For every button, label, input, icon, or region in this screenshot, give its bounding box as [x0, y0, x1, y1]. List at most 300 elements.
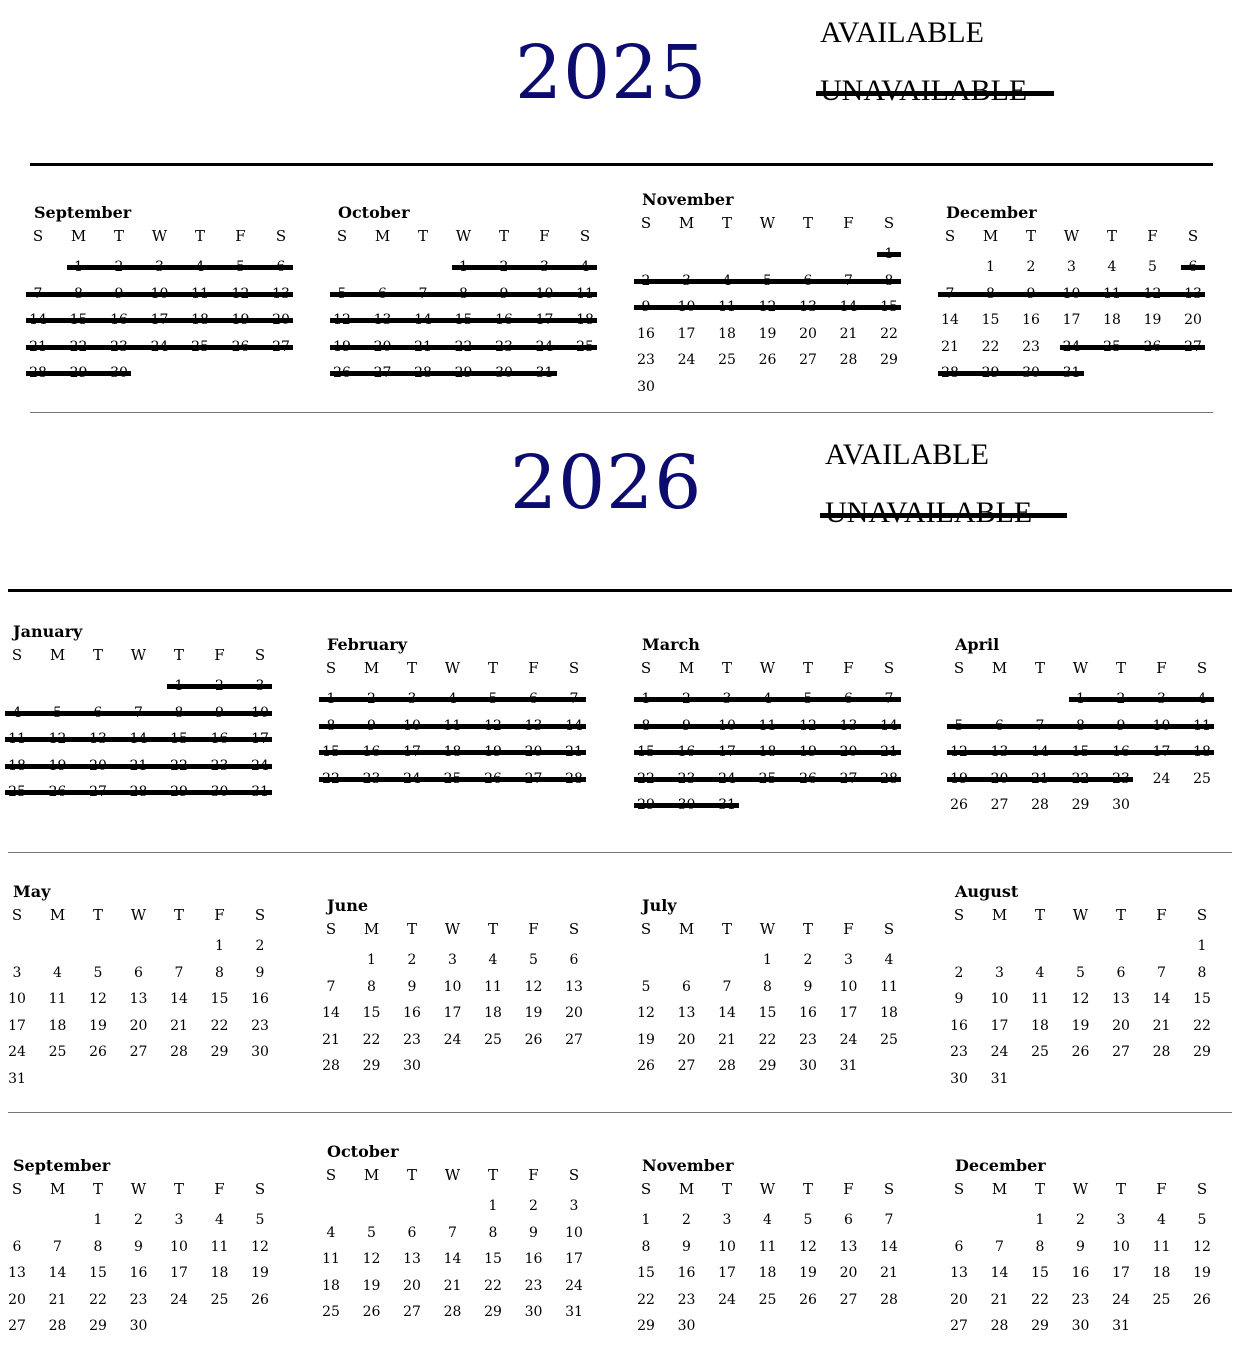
- calendar-day[interactable]: 20: [1184, 312, 1202, 329]
- calendar-day[interactable]: 21: [1152, 1017, 1171, 1034]
- calendar-day[interactable]: 14: [322, 1005, 340, 1022]
- calendar-day[interactable]: 1: [215, 938, 224, 954]
- calendar-day[interactable]: 26: [251, 1291, 269, 1308]
- calendar-day[interactable]: 8: [215, 964, 224, 981]
- calendar-day[interactable]: 23: [677, 1291, 696, 1308]
- calendar-day[interactable]: 7: [53, 1238, 62, 1255]
- calendar-day[interactable]: 11: [1152, 1238, 1171, 1255]
- weekday-header: T: [173, 1180, 184, 1198]
- calendar-day[interactable]: 18: [758, 1265, 777, 1282]
- calendar-day[interactable]: 24: [677, 352, 696, 369]
- calendar-day[interactable]: 29: [1071, 797, 1090, 814]
- calendar-day[interactable]: 24: [170, 1291, 188, 1308]
- calendar-day[interactable]: 3: [1067, 259, 1076, 275]
- weekday-header: F: [1156, 906, 1167, 924]
- calendar-day[interactable]: 16: [524, 1251, 543, 1268]
- calendar-day[interactable]: 12: [362, 1251, 381, 1268]
- calendar-day[interactable]: 3: [569, 1198, 579, 1214]
- calendar-day[interactable]: 3: [844, 952, 853, 968]
- calendar-day[interactable]: 6: [12, 1238, 22, 1255]
- calendar-day[interactable]: 1: [367, 952, 376, 968]
- calendar-day[interactable]: 29: [89, 1318, 107, 1335]
- calendar-day[interactable]: 19: [799, 1265, 817, 1282]
- month-name: November: [642, 190, 734, 209]
- calendar-day[interactable]: 24: [1112, 1291, 1130, 1308]
- calendar-day[interactable]: 24: [718, 1291, 736, 1308]
- calendar-day[interactable]: 12: [1193, 1238, 1211, 1255]
- calendar-day[interactable]: 7: [995, 1238, 1004, 1255]
- calendar-day[interactable]: 1: [986, 259, 995, 275]
- calendar-day[interactable]: 14: [990, 1265, 1009, 1282]
- calendar-day[interactable]: 7: [326, 978, 336, 995]
- calendar-day[interactable]: 15: [362, 1005, 381, 1022]
- calendar-day[interactable]: 19: [1193, 1265, 1211, 1282]
- calendar-day[interactable]: 31: [8, 1071, 26, 1087]
- calendar-day[interactable]: 23: [799, 1031, 817, 1048]
- calendar-day[interactable]: 20: [403, 1277, 421, 1294]
- calendar-day[interactable]: 18: [48, 1017, 67, 1034]
- calendar-day[interactable]: 1: [93, 1212, 103, 1228]
- calendar-day[interactable]: 16: [637, 325, 655, 342]
- calendar-day[interactable]: 17: [839, 1005, 858, 1022]
- calendar-day[interactable]: 3: [995, 964, 1004, 981]
- calendar-day[interactable]: 17: [8, 1017, 26, 1034]
- calendar-day[interactable]: 26: [1071, 1044, 1090, 1061]
- calendar-day[interactable]: 4: [215, 1212, 224, 1228]
- calendar-day[interactable]: 23: [950, 1044, 968, 1061]
- calendar-day[interactable]: 5: [367, 1224, 376, 1241]
- calendar-day[interactable]: 29: [1031, 1318, 1049, 1335]
- calendar-day[interactable]: 27: [677, 1058, 696, 1075]
- calendar-day[interactable]: 30: [251, 1044, 269, 1061]
- calendar-day[interactable]: 26: [362, 1304, 381, 1321]
- calendar-day[interactable]: 7: [1157, 964, 1166, 981]
- calendar-day[interactable]: 3: [12, 964, 22, 981]
- calendar-day[interactable]: 30: [524, 1304, 543, 1321]
- calendar-day[interactable]: 4: [1035, 964, 1045, 981]
- calendar-day[interactable]: 2: [255, 938, 265, 954]
- calendar-day[interactable]: 21: [941, 338, 959, 355]
- calendar-day[interactable]: 29: [758, 1058, 777, 1075]
- calendar-day[interactable]: 30: [1071, 1318, 1090, 1335]
- weekday-header: S: [1187, 227, 1199, 245]
- calendar-day[interactable]: 18: [210, 1265, 229, 1282]
- calendar-day[interactable]: 24: [990, 1044, 1009, 1061]
- calendar-day[interactable]: 4: [1157, 1212, 1166, 1228]
- calendar-day[interactable]: 15: [637, 1265, 655, 1282]
- calendar-day[interactable]: 21: [48, 1291, 67, 1308]
- calendar-day[interactable]: 21: [322, 1031, 340, 1048]
- calendar-day[interactable]: 24: [1152, 770, 1171, 787]
- calendar-day[interactable]: 13: [1112, 991, 1130, 1008]
- calendar-day[interactable]: 29: [880, 352, 898, 369]
- weekday-header: M: [374, 227, 391, 245]
- calendar-day[interactable]: 20: [839, 1265, 858, 1282]
- calendar-day[interactable]: 24: [443, 1031, 462, 1048]
- calendar-day[interactable]: 9: [134, 1238, 143, 1255]
- calendar-day[interactable]: 5: [1148, 259, 1157, 275]
- calendar-day[interactable]: 14: [443, 1251, 462, 1268]
- calendar-day[interactable]: 12: [524, 978, 543, 995]
- legend-unavailable-strike: [816, 91, 1054, 96]
- calendar-day[interactable]: 25: [210, 1291, 229, 1308]
- calendar-day[interactable]: 25: [1031, 1044, 1049, 1061]
- calendar-day[interactable]: 7: [722, 978, 732, 995]
- weekday-header: S: [579, 227, 591, 245]
- calendar-day[interactable]: 20: [950, 1291, 968, 1308]
- calendar-day[interactable]: 15: [1031, 1265, 1049, 1282]
- calendar-day[interactable]: 12: [89, 991, 107, 1008]
- calendar-day[interactable]: 6: [1116, 964, 1126, 981]
- calendar-day[interactable]: 17: [170, 1265, 188, 1282]
- calendar-day[interactable]: 25: [758, 1291, 777, 1308]
- calendar-day[interactable]: 17: [718, 1265, 736, 1282]
- calendar-day[interactable]: 10: [8, 991, 26, 1008]
- calendar-day[interactable]: 11: [484, 978, 502, 995]
- calendar-day[interactable]: 31: [1112, 1318, 1130, 1335]
- calendar-day[interactable]: 28: [1031, 797, 1049, 814]
- calendar-day[interactable]: 9: [255, 964, 265, 981]
- calendar-day[interactable]: 17: [677, 325, 696, 342]
- calendar-day[interactable]: 21: [880, 1265, 898, 1282]
- calendar-day[interactable]: 29: [1193, 1044, 1211, 1061]
- calendar-day[interactable]: 23: [637, 352, 655, 369]
- weekday-header: S: [640, 1180, 652, 1198]
- calendar-day[interactable]: 3: [174, 1212, 184, 1228]
- calendar-day[interactable]: 31: [839, 1058, 858, 1075]
- calendar-day[interactable]: 28: [443, 1304, 462, 1321]
- calendar-day[interactable]: 9: [803, 978, 813, 995]
- calendar-day[interactable]: 10: [1112, 1238, 1130, 1255]
- calendar-day[interactable]: 4: [884, 952, 894, 968]
- calendar-day[interactable]: 24: [565, 1277, 583, 1294]
- calendar-day[interactable]: 16: [403, 1005, 421, 1022]
- calendar-day[interactable]: 30: [129, 1318, 148, 1335]
- calendar-day[interactable]: 12: [251, 1238, 269, 1255]
- calendar-day[interactable]: 19: [1071, 1017, 1090, 1034]
- calendar-day[interactable]: 23: [1071, 1291, 1090, 1308]
- calendar-day[interactable]: 11: [210, 1238, 229, 1255]
- calendar-day[interactable]: 25: [322, 1304, 340, 1321]
- calendar-day[interactable]: 5: [803, 1212, 813, 1228]
- calendar-day[interactable]: 9: [529, 1224, 538, 1241]
- calendar-day[interactable]: 18: [718, 325, 736, 342]
- calendar-day[interactable]: 25: [880, 1031, 898, 1048]
- calendar-day[interactable]: 10: [718, 1238, 736, 1255]
- calendar-day[interactable]: 27: [129, 1044, 148, 1061]
- calendar-day[interactable]: 6: [682, 978, 691, 995]
- calendar-day[interactable]: 26: [1193, 1291, 1211, 1308]
- calendar-day[interactable]: 23: [251, 1017, 269, 1034]
- calendar-day[interactable]: 13: [677, 1005, 696, 1022]
- calendar-day[interactable]: 3: [448, 952, 457, 968]
- calendar-day[interactable]: 11: [1031, 991, 1049, 1008]
- calendar-day[interactable]: 11: [758, 1238, 777, 1255]
- calendar-day[interactable]: 10: [443, 978, 462, 995]
- calendar-day[interactable]: 4: [326, 1224, 336, 1241]
- calendar-day[interactable]: 30: [1112, 797, 1130, 814]
- calendar-day[interactable]: 21: [839, 325, 858, 342]
- calendar-day[interactable]: 25: [1152, 1291, 1171, 1308]
- calendar-day[interactable]: 7: [174, 964, 184, 981]
- calendar-day[interactable]: 19: [758, 325, 777, 342]
- weekday-header: S: [944, 227, 956, 245]
- calendar-day[interactable]: 14: [941, 312, 959, 329]
- calendar-day[interactable]: 26: [758, 352, 777, 369]
- calendar-day[interactable]: 13: [565, 978, 583, 995]
- calendar-day[interactable]: 30: [403, 1058, 421, 1075]
- calendar-day[interactable]: 7: [884, 1212, 894, 1228]
- calendar-day[interactable]: 28: [990, 1318, 1009, 1335]
- calendar-day[interactable]: 18: [1152, 1265, 1171, 1282]
- calendar-day[interactable]: 26: [524, 1031, 543, 1048]
- calendar-day[interactable]: 30: [950, 1071, 968, 1087]
- calendar-day[interactable]: 22: [637, 1291, 655, 1308]
- calendar-day[interactable]: 11: [880, 978, 898, 995]
- calendar-day[interactable]: 5: [93, 964, 103, 981]
- calendar-day[interactable]: 23: [403, 1031, 421, 1048]
- calendar-day[interactable]: 31: [565, 1304, 583, 1321]
- calendar-day[interactable]: 14: [880, 1238, 898, 1255]
- weekday-header: M: [49, 1180, 66, 1198]
- calendar-day[interactable]: 16: [251, 991, 269, 1008]
- calendar-day[interactable]: 30: [677, 1318, 696, 1335]
- calendar-day[interactable]: 22: [880, 325, 898, 342]
- calendar-day[interactable]: 1: [763, 952, 772, 968]
- calendar-day[interactable]: 28: [322, 1058, 340, 1075]
- calendar-day[interactable]: 22: [484, 1277, 502, 1294]
- calendar-day[interactable]: 5: [255, 1212, 265, 1228]
- calendar-day[interactable]: 10: [565, 1224, 583, 1241]
- calendar-day[interactable]: 9: [407, 978, 417, 995]
- calendar-day[interactable]: 17: [565, 1251, 583, 1268]
- calendar-day[interactable]: 15: [89, 1265, 107, 1282]
- calendar-day[interactable]: 18: [1031, 1017, 1049, 1034]
- calendar-day[interactable]: 20: [799, 325, 817, 342]
- unavailable-strike: [330, 292, 597, 297]
- calendar-day[interactable]: 19: [637, 1031, 655, 1048]
- calendar-day[interactable]: 13: [403, 1251, 421, 1268]
- calendar-day[interactable]: 25: [1193, 770, 1211, 787]
- calendar-day[interactable]: 14: [48, 1265, 67, 1282]
- weekday-header: S: [883, 1180, 895, 1198]
- calendar-day[interactable]: 17: [1112, 1265, 1130, 1282]
- calendar-day[interactable]: 16: [950, 1017, 968, 1034]
- calendar-day[interactable]: 8: [488, 1224, 498, 1241]
- calendar-day[interactable]: 9: [954, 991, 964, 1008]
- calendar-day[interactable]: 14: [718, 1005, 736, 1022]
- calendar-day[interactable]: 28: [718, 1058, 736, 1075]
- calendar-day[interactable]: 21: [443, 1277, 462, 1294]
- calendar-day[interactable]: 16: [677, 1265, 696, 1282]
- calendar-day[interactable]: 5: [1197, 1212, 1207, 1228]
- calendar-day[interactable]: 23: [524, 1277, 543, 1294]
- calendar-day[interactable]: 4: [488, 952, 498, 968]
- calendar-day[interactable]: 5: [1076, 964, 1085, 981]
- calendar-day[interactable]: 30: [637, 379, 655, 395]
- calendar-day[interactable]: 14: [1152, 991, 1171, 1008]
- calendar-day[interactable]: 26: [89, 1044, 107, 1061]
- calendar-day[interactable]: 24: [839, 1031, 858, 1048]
- calendar-day[interactable]: 23: [1022, 338, 1040, 355]
- calendar-day[interactable]: 2: [407, 952, 417, 968]
- calendar-day[interactable]: 16: [799, 1005, 817, 1022]
- calendar-day[interactable]: 14: [170, 991, 188, 1008]
- calendar-day[interactable]: 13: [8, 1265, 26, 1282]
- calendar-day[interactable]: 10: [990, 991, 1009, 1008]
- calendar-day[interactable]: 15: [981, 312, 1000, 329]
- calendar-day[interactable]: 2: [682, 1212, 691, 1228]
- calendar-day[interactable]: 16: [1071, 1265, 1090, 1282]
- calendar-day[interactable]: 9: [682, 1238, 691, 1255]
- calendar-day[interactable]: 29: [637, 1318, 655, 1335]
- calendar-day[interactable]: 2: [529, 1198, 538, 1214]
- calendar-day[interactable]: 2: [803, 952, 813, 968]
- calendar-day[interactable]: 17: [1062, 312, 1081, 329]
- calendar-day[interactable]: 7: [448, 1224, 457, 1241]
- calendar-day[interactable]: 24: [8, 1044, 26, 1061]
- calendar-day[interactable]: 8: [93, 1238, 103, 1255]
- weekday-header: W: [759, 920, 776, 938]
- calendar-day[interactable]: 3: [722, 1212, 732, 1228]
- calendar-day[interactable]: 8: [1035, 1238, 1045, 1255]
- calendar-day[interactable]: 20: [1112, 1017, 1130, 1034]
- calendar-day[interactable]: 28: [839, 352, 858, 369]
- calendar-day[interactable]: 22: [362, 1031, 381, 1048]
- calendar-day[interactable]: 11: [322, 1251, 340, 1268]
- calendar-day[interactable]: 22: [89, 1291, 107, 1308]
- calendar-day[interactable]: 15: [210, 991, 229, 1008]
- calendar-day[interactable]: 5: [641, 978, 651, 995]
- calendar-day[interactable]: 1: [641, 1212, 651, 1228]
- calendar-day[interactable]: 6: [569, 952, 579, 968]
- calendar-day[interactable]: 29: [362, 1058, 381, 1075]
- calendar-day[interactable]: 4: [1107, 259, 1117, 275]
- calendar-day[interactable]: 12: [799, 1238, 817, 1255]
- calendar-day[interactable]: 31: [990, 1071, 1009, 1087]
- calendar-day[interactable]: 22: [981, 338, 1000, 355]
- calendar-day[interactable]: 18: [322, 1277, 340, 1294]
- calendar-day[interactable]: 13: [129, 991, 148, 1008]
- calendar-day[interactable]: 15: [1193, 991, 1211, 1008]
- calendar-day[interactable]: 25: [718, 352, 736, 369]
- calendar-day[interactable]: 27: [565, 1031, 583, 1048]
- calendar-day[interactable]: 2: [1076, 1212, 1085, 1228]
- weekday-header: T: [498, 227, 509, 245]
- calendar-day[interactable]: 19: [362, 1277, 381, 1294]
- calendar-day[interactable]: 15: [484, 1251, 502, 1268]
- calendar-day[interactable]: 26: [637, 1058, 655, 1075]
- calendar-day[interactable]: 19: [89, 1017, 107, 1034]
- calendar-day[interactable]: 20: [8, 1291, 26, 1308]
- calendar-day[interactable]: 6: [407, 1224, 417, 1241]
- calendar-day[interactable]: 13: [839, 1238, 858, 1255]
- calendar-day[interactable]: 25: [48, 1044, 67, 1061]
- calendar-day[interactable]: 27: [990, 797, 1009, 814]
- calendar-day[interactable]: 20: [677, 1031, 696, 1048]
- calendar-day[interactable]: 12: [1071, 991, 1090, 1008]
- calendar-day[interactable]: 20: [129, 1017, 148, 1034]
- calendar-day[interactable]: 6: [844, 1212, 853, 1228]
- calendar-day[interactable]: 21: [990, 1291, 1009, 1308]
- calendar-day[interactable]: 16: [129, 1265, 148, 1282]
- calendar-day[interactable]: 26: [950, 797, 968, 814]
- calendar-day[interactable]: 8: [641, 1238, 651, 1255]
- calendar-day[interactable]: 21: [170, 1017, 188, 1034]
- calendar-day[interactable]: 25: [484, 1031, 502, 1048]
- calendar-day[interactable]: 6: [954, 1238, 964, 1255]
- calendar-day[interactable]: 23: [129, 1291, 148, 1308]
- calendar-day[interactable]: 8: [367, 978, 376, 995]
- calendar-day[interactable]: 29: [484, 1304, 502, 1321]
- calendar-day[interactable]: 18: [484, 1005, 502, 1022]
- calendar-day[interactable]: 4: [53, 964, 62, 981]
- calendar-day[interactable]: 6: [134, 964, 143, 981]
- calendar-day[interactable]: 12: [637, 1005, 655, 1022]
- calendar-day[interactable]: 21: [718, 1031, 736, 1048]
- calendar-day[interactable]: 19: [251, 1265, 269, 1282]
- calendar-day[interactable]: 22: [1031, 1291, 1049, 1308]
- calendar-day[interactable]: 2: [1026, 259, 1036, 275]
- calendar-day[interactable]: 1: [488, 1198, 498, 1214]
- calendar-day[interactable]: 17: [443, 1005, 462, 1022]
- calendar-day[interactable]: 9: [1076, 1238, 1085, 1255]
- calendar-day[interactable]: 19: [1143, 312, 1162, 329]
- calendar-day[interactable]: 28: [880, 1291, 898, 1308]
- calendar-day[interactable]: 16: [1022, 312, 1040, 329]
- calendar-day[interactable]: 18: [880, 1005, 898, 1022]
- calendar-day[interactable]: 5: [529, 952, 538, 968]
- calendar-day[interactable]: 15: [758, 1005, 777, 1022]
- calendar-day[interactable]: 13: [950, 1265, 968, 1282]
- calendar-day[interactable]: 27: [1112, 1044, 1130, 1061]
- calendar-day[interactable]: 3: [1116, 1212, 1126, 1228]
- calendar-day[interactable]: 26: [799, 1291, 817, 1308]
- calendar-day[interactable]: 18: [1103, 312, 1121, 329]
- calendar-day[interactable]: 10: [839, 978, 858, 995]
- calendar-day[interactable]: 22: [1193, 1017, 1211, 1034]
- calendar-day[interactable]: 8: [1197, 964, 1207, 981]
- calendar-day[interactable]: 8: [763, 978, 772, 995]
- calendar-day[interactable]: 1: [1035, 1212, 1045, 1228]
- weekday-header: T: [721, 214, 732, 232]
- calendar-day[interactable]: 30: [799, 1058, 817, 1075]
- calendar-day[interactable]: 27: [950, 1318, 968, 1335]
- calendar-day[interactable]: 27: [8, 1318, 26, 1335]
- calendar-day[interactable]: 28: [170, 1044, 188, 1061]
- calendar-day[interactable]: 27: [799, 352, 817, 369]
- calendar-day[interactable]: 29: [210, 1044, 229, 1061]
- calendar-day[interactable]: 2: [954, 964, 964, 981]
- weekday-header: T: [1025, 227, 1036, 245]
- calendar-day[interactable]: 19: [524, 1005, 543, 1022]
- calendar-day[interactable]: 2: [134, 1212, 143, 1228]
- calendar-day[interactable]: 17: [990, 1017, 1009, 1034]
- weekday-header: T: [1034, 1180, 1045, 1198]
- calendar-day[interactable]: 10: [170, 1238, 188, 1255]
- calendar-day[interactable]: 20: [565, 1005, 583, 1022]
- calendar-day[interactable]: 4: [763, 1212, 772, 1228]
- calendar-day[interactable]: 28: [48, 1318, 67, 1335]
- calendar-day[interactable]: 22: [210, 1017, 229, 1034]
- calendar-day[interactable]: 1: [1197, 938, 1207, 954]
- unavailable-strike: [634, 279, 901, 284]
- calendar-day[interactable]: 27: [839, 1291, 858, 1308]
- calendar-day[interactable]: 22: [758, 1031, 777, 1048]
- calendar-day[interactable]: 27: [403, 1304, 421, 1321]
- calendar-day[interactable]: 28: [1152, 1044, 1171, 1061]
- calendar-day[interactable]: 11: [48, 991, 67, 1008]
